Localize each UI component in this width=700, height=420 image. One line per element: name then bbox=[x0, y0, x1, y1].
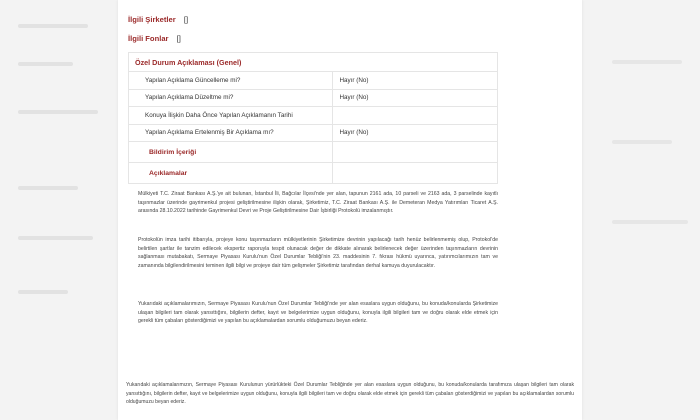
related-funds-label: İlgili Fonlar bbox=[128, 34, 169, 43]
row-label: Yapılan Açıklama Düzeltme mi? bbox=[129, 89, 333, 107]
background-right bbox=[582, 0, 700, 420]
explanations-row bbox=[129, 163, 498, 184]
explanation-paragraph-1: Mülkiyeti T.C. Ziraat Bankası A.Ş.'ye ait bulunan, İstanbul İli, Bağcılar İlçesi'nde yer alan, tapunun 2161 ada, 10 parseli ve 2163 ada, 3 parselinde kayıtlı taşınmazlar üzerinde gayrimenkul projesi geliştirilmesine ilişkin olarak, Şirketimiz, T.C. Ziraat Bankası A.Ş. ile Demeteran Medya Yatırımları Ticaret A.Ş. arasında 28.10.2022 tarihinde Gayrimenkul Devri ve Proje Geliştirilmesine Dair İşbirliği Protokolü imzalanmıştır. bbox=[138, 191, 498, 215]
notice-content-row bbox=[129, 142, 498, 163]
explanation-paragraph-3: Yukarıdaki açıklamalarımızın, Sermaye Piyasası Kurulu'nun Özel Durumlar Tebliği'nde yer alan esaslara uygun olduğunu, bu konuda/konularda Şirketimize ulaşan bilgileri tam olarak yansıttığını, bilgilerin defter, kayıt ve belgelerimize uygun olduğunu, konuyla ilgili bilgileri tam ve doğru olarak elde etmek için gerekli tüm çabaları gösterdiğimizi ve yapılan bu açıklamalardan sorumlu olduğumuzu beyan ederiz. bbox=[138, 301, 498, 325]
row-label: Yapılan Açıklama Güncelleme mi? bbox=[129, 72, 333, 90]
table-row bbox=[129, 107, 498, 125]
section-title: Özel Durum Açıklaması (Genel) bbox=[129, 53, 498, 72]
footer-declaration: Yukarıdaki açıklamalarımızın, Sermaye Piyasası Kurulunun yürürlükteki Özel Durumlar Tebliğinde yer alan esaslara uygun olduğunu, bu konuda/konularda tarafımıza ulaşan bilgileri tam olarak yansıttığını, bilgilerin defter, kayıt ve belgelerimize uygun olduğunu, konuyla ilgili bilgileri tam ve doğru olarak elde etmek için gerekli tüm çabaları gösterdiğimizi ve yapılan bu açıklamalardan sorumlu olduğumuzu beyan ederiz. bbox=[126, 382, 574, 406]
table-row bbox=[129, 124, 498, 142]
row-label: Konuya İlişkin Daha Önce Yapılan Açıklamanın Tarihi bbox=[129, 107, 333, 125]
table-section-row bbox=[129, 53, 498, 72]
table-row bbox=[129, 89, 498, 107]
related-companies-value: [] bbox=[183, 15, 189, 24]
explanation-paragraph-2: Protokolün imza tarihi itibarıyla, projeye konu taşınmazların mülkiyetlerinin Şirketimize devrinin yapılacağı tarih henüz belirlenmemiş olup, Protokol'de belirtilen şartlar ile tanzim edilecek ekspertiz raporuyla tespit olunacak değer de dikkate alınarak belirlenecek değer üzerinden taşınmazların devrinin sağlanması mutabakatı, Sermaye Piyasası Kurulu'nun Özel Durumlar Tebliği'nin 23. maddesinin 7. fıkrası hükmü uyarınca, yatırımcılarımızın tam ve zamanında bilgilendirilmesini teminen ilgili bilgi ve projeye dair tüm gelişmeler Şirketimiz tarafından derhal kamuya duyurulacaktır. bbox=[138, 237, 498, 269]
disclosure-table bbox=[128, 52, 498, 184]
row-value: Hayır (No) bbox=[333, 72, 498, 90]
row-label: Yapılan Açıklama Ertelenmiş Bir Açıklama mı? bbox=[129, 124, 333, 142]
explanations-label: Açıklamalar bbox=[129, 163, 333, 184]
related-funds-value: [] bbox=[176, 34, 181, 43]
disclosure-document bbox=[118, 0, 582, 420]
explanations-value bbox=[333, 163, 498, 184]
row-value: Hayır (No) bbox=[333, 124, 498, 142]
related-funds-row bbox=[128, 34, 181, 43]
related-companies-row bbox=[128, 15, 188, 24]
table-row bbox=[129, 72, 498, 90]
row-value: Hayır (No) bbox=[333, 89, 498, 107]
notice-content-value bbox=[333, 142, 498, 163]
row-value bbox=[333, 107, 498, 125]
related-companies-label: İlgili Şirketler bbox=[128, 15, 176, 24]
background-left bbox=[0, 0, 118, 420]
notice-content-label: Bildirim İçeriği bbox=[129, 142, 333, 163]
